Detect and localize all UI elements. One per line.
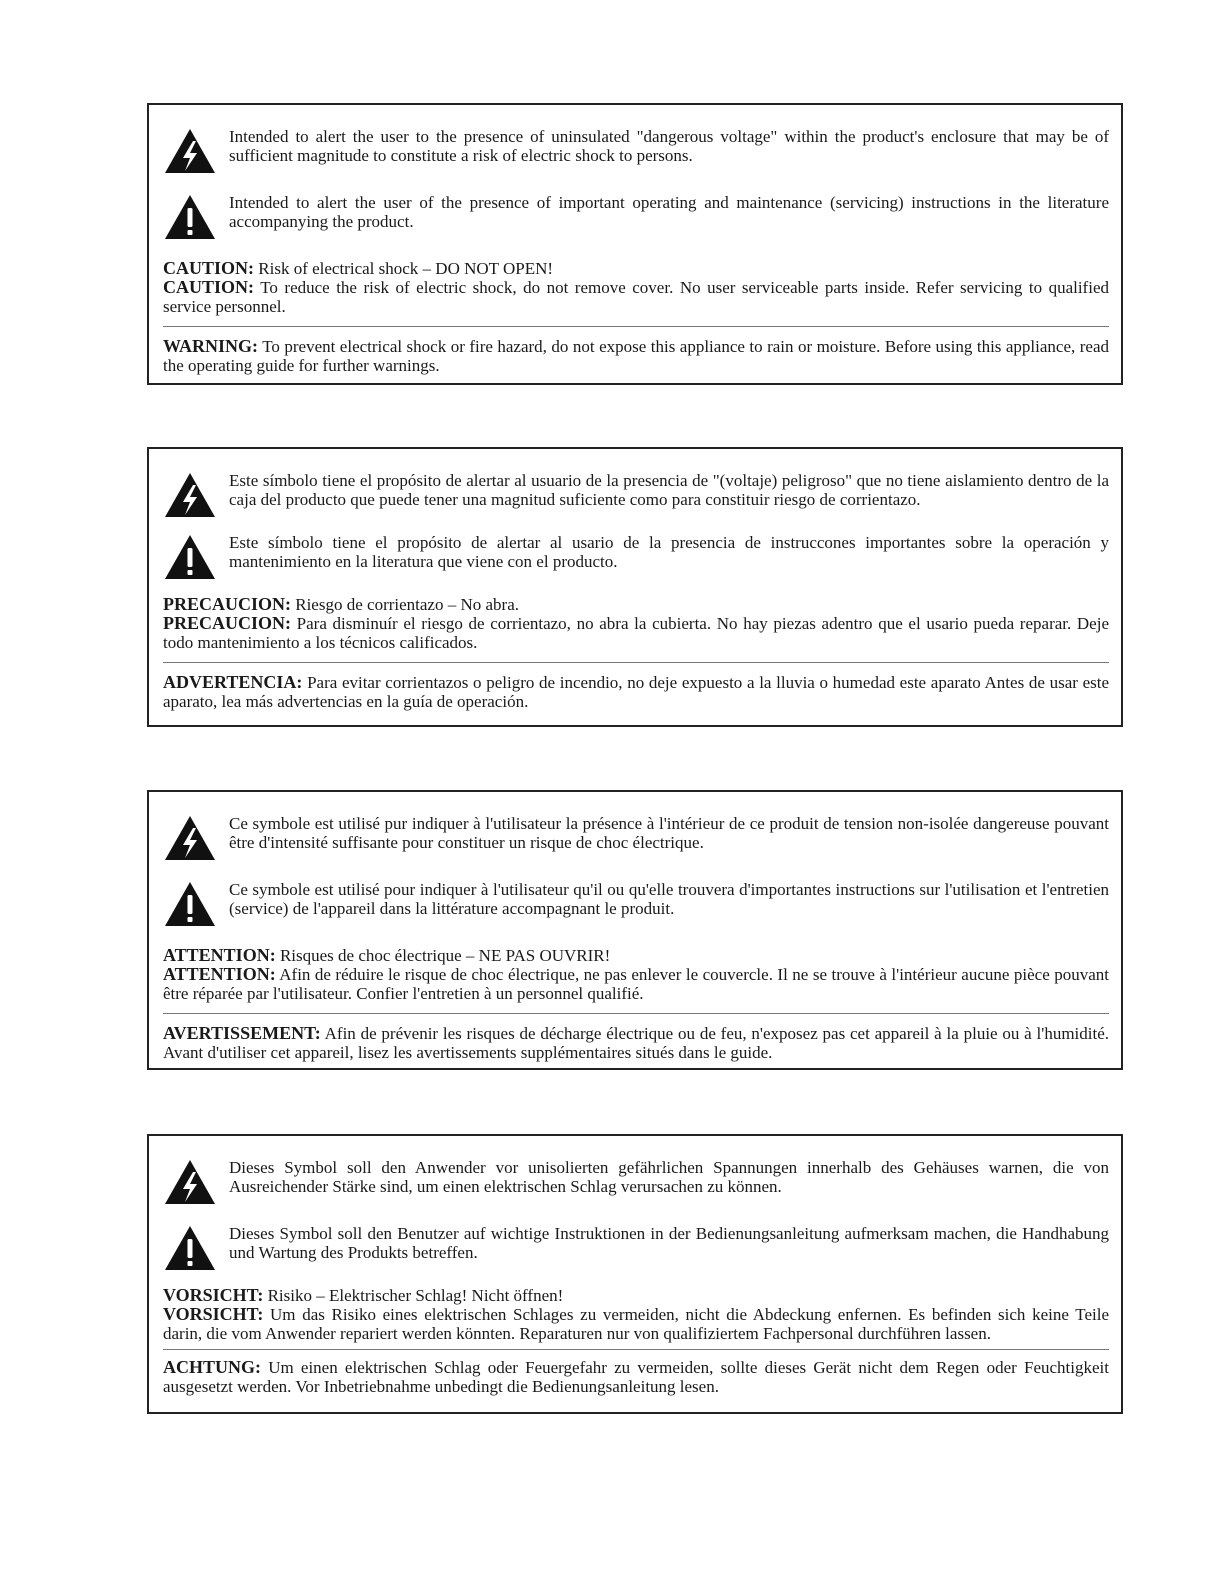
caution-line bbox=[163, 595, 1109, 614]
warning-text: Um einen elektrischen Schlag oder Feuergefahr zu vermeiden, sollte dieses Gerät nicht dem Regen oder Feuchtigkeit ausgesetzt werden. Vor Inbetriebnahme unbedingt die Bedienungsanleitung lesen. bbox=[163, 1358, 1109, 1396]
warning-text: Para evitar corrientazos o peligro de incendio, no deje expuesto a la lluvia o humedad este aparato Antes de usar este aparato, lea más advertencias en la guía de operación. bbox=[163, 673, 1109, 711]
instructions-symbol-text: Este símbolo tiene el propósito de alertar al usario de la presencia de instruccones importantes sobre la operación y mantenimiento en la literatura que viene con el producto. bbox=[229, 533, 1109, 571]
caution-text: Para disminuír el riesgo de corrientazo, no abra la cubierta. No hay piezas adentro que el usario pueda reparar. Deje todo mantenimiento a los técnicos calificados. bbox=[163, 614, 1109, 652]
voltage-symbol-text: Dieses Symbol soll den Anwender vor unisolierten gefährlichen Spannungen innerhalb des Gehäuses warnen, die von Ausreichender Stärke sind, um einen elektrischen Schlag verursachen zu können. bbox=[229, 1158, 1109, 1196]
lightning-bolt-triangle-icon bbox=[163, 814, 229, 862]
safety-notice-english bbox=[147, 103, 1123, 385]
caution-text: To reduce the risk of electric shock, do not remove cover. No user serviceable parts inside. Refer servicing to qualified service personnel. bbox=[163, 278, 1109, 316]
caution-block bbox=[163, 946, 1109, 1003]
caution-label: ATTENTION: bbox=[163, 964, 276, 984]
caution-line bbox=[163, 965, 1109, 1003]
caution-text: Riesgo de corrientazo – No abra. bbox=[295, 595, 519, 614]
caution-text: Risiko – Elektrischer Schlag! Nicht öffnen! bbox=[267, 1286, 564, 1305]
lightning-bolt-triangle-icon bbox=[163, 471, 229, 519]
instructions-symbol-text: Dieses Symbol soll den Benutzer auf wichtige Instruktionen in der Bedienungsanleitung aufmerksam machen, die Handhabung und Wartung des Produkts betreffen. bbox=[229, 1224, 1109, 1262]
safety-notice-german bbox=[147, 1134, 1123, 1414]
voltage-symbol-row bbox=[163, 127, 1109, 175]
caution-text: Afin de réduire le risque de choc électrique, ne pas enlever le couvercle. Il ne se trouve à l'intérieur aucune pièce pouvant être réparée par l'utilisateur. Confier l'entretien à un personnel qualifié. bbox=[163, 965, 1110, 1003]
voltage-symbol-text: Este símbolo tiene el propósito de alertar al usuario de la presencia de "(voltaje) peligroso" que no tiene aislamiento dentro de la caja del producto que puede tener una magnitud suficiente como para constituir riesgo de corrientazo. bbox=[229, 471, 1109, 509]
caution-line bbox=[163, 614, 1109, 652]
caution-block bbox=[163, 259, 1109, 316]
warning-text: Afin de prévenir les risques de décharge électrique ou de feu, n'exposez pas cet appareil à la pluie ou à l'humidité. Avant d'utiliser cet appareil, lisez les avertissements supplémentaires situés dans le guide. bbox=[163, 1024, 1110, 1062]
warning-block bbox=[163, 337, 1109, 375]
caution-label: PRECAUCION: bbox=[163, 613, 291, 633]
instructions-symbol-row bbox=[163, 1224, 1109, 1272]
exclamation-triangle-icon bbox=[163, 880, 229, 928]
exclamation-triangle-icon bbox=[163, 193, 229, 241]
caution-label: PRECAUCION: bbox=[163, 594, 291, 614]
lightning-bolt-triangle-icon bbox=[163, 127, 229, 175]
divider bbox=[163, 1013, 1109, 1014]
caution-line bbox=[163, 1305, 1109, 1343]
instructions-symbol-text: Intended to alert the user of the presence of important operating and maintenance (servicing) instructions in the literature accompanying the product. bbox=[229, 193, 1109, 231]
caution-text: Risques de choc électrique – NE PAS OUVRIR! bbox=[279, 946, 611, 965]
caution-label: CAUTION: bbox=[163, 277, 255, 297]
caution-text: Risk of electrical shock – DO NOT OPEN! bbox=[258, 259, 554, 278]
caution-text: Um das Risiko eines elektrischen Schlages zu vermeiden, nicht die Abdeckung enfernen. Es befinden sich keine Teile darin, die vom Anwender repariert werden könnten. Reparaturen nur von qualifiziertem Fachpersonal durchführen lassen. bbox=[163, 1305, 1110, 1343]
voltage-symbol-row bbox=[163, 1158, 1109, 1206]
voltage-symbol-row bbox=[163, 471, 1109, 519]
divider bbox=[163, 1349, 1109, 1350]
instructions-symbol-row bbox=[163, 880, 1109, 928]
warning-text: To prevent electrical shock or fire hazard, do not expose this appliance to rain or moisture. Before using this appliance, read the operating guide for further warnings. bbox=[163, 337, 1109, 375]
caution-line bbox=[163, 259, 1109, 278]
instructions-symbol-row bbox=[163, 193, 1109, 241]
divider bbox=[163, 326, 1109, 327]
divider bbox=[163, 662, 1109, 663]
caution-label: VORSICHT: bbox=[163, 1304, 264, 1324]
voltage-symbol-row bbox=[163, 814, 1109, 862]
warning-label: ACHTUNG: bbox=[163, 1357, 261, 1377]
warning-block bbox=[163, 673, 1109, 711]
warning-label: ADVERTENCIA: bbox=[163, 672, 303, 692]
caution-line bbox=[163, 278, 1109, 316]
voltage-symbol-text: Ce symbole est utilisé pur indiquer à l'utilisateur la présence à l'intérieur de ce produit de tension non-isolée dangereuse pouvant être d'intensité suffisante pour constituer un risque de choc électrique. bbox=[229, 814, 1109, 852]
warning-label: AVERTISSEMENT: bbox=[163, 1023, 321, 1043]
caution-block bbox=[163, 1286, 1109, 1343]
caution-line bbox=[163, 1286, 1109, 1305]
safety-notice-spanish bbox=[147, 447, 1123, 727]
caution-label: VORSICHT: bbox=[163, 1285, 264, 1305]
exclamation-triangle-icon bbox=[163, 1224, 229, 1272]
warning-block bbox=[163, 1024, 1109, 1062]
safety-notice-french bbox=[147, 790, 1123, 1070]
caution-label: ATTENTION: bbox=[163, 945, 276, 965]
warning-label: WARNING: bbox=[163, 336, 259, 356]
warning-block bbox=[163, 1358, 1109, 1396]
caution-line bbox=[163, 946, 1109, 965]
caution-label: CAUTION: bbox=[163, 258, 255, 278]
exclamation-triangle-icon bbox=[163, 533, 229, 581]
instructions-symbol-row bbox=[163, 533, 1109, 581]
voltage-symbol-text: Intended to alert the user to the presence of uninsulated "dangerous voltage" within the product's enclosure that may be of sufficient magnitude to constitute a risk of electric shock to persons. bbox=[229, 127, 1109, 165]
caution-block bbox=[163, 595, 1109, 652]
instructions-symbol-text: Ce symbole est utilisé pour indiquer à l'utilisateur qu'il ou qu'elle trouvera d'importantes instructions sur l'utilisation et l'entretien (service) de l'appareil dans la littérature accompagnant le produit. bbox=[229, 880, 1109, 918]
lightning-bolt-triangle-icon bbox=[163, 1158, 229, 1206]
